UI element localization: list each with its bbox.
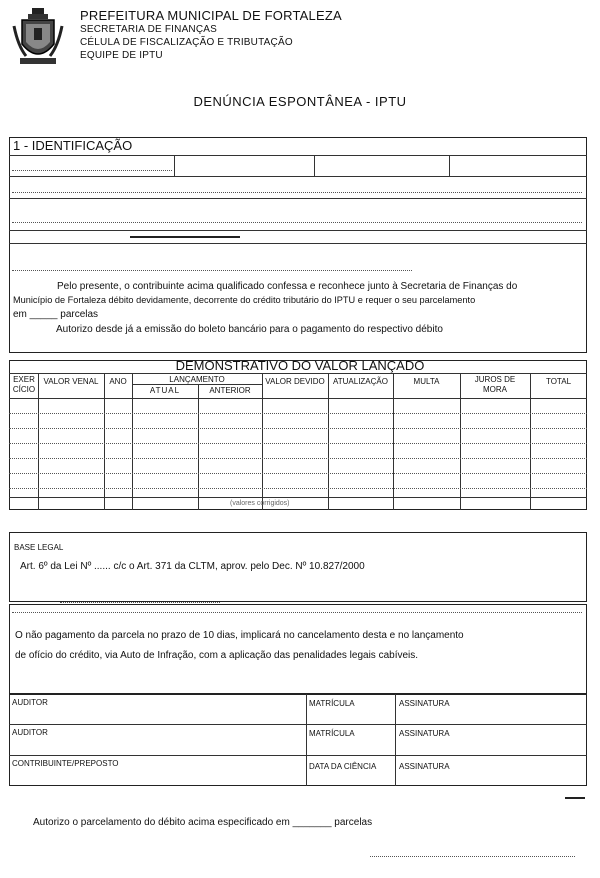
assinatura1-label: ASSINATURA <box>399 699 450 708</box>
identificacao-paragraph-line1: Pelo presente, o contribuinte acima qualificado confessa e reconhece junto à Secretaria de Finanças do <box>57 281 518 292</box>
auditor2-label: AUDITOR <box>12 728 48 737</box>
header-celula: CÉLULA DE FISCALIZAÇÃO E TRIBUTAÇÃO <box>80 37 293 48</box>
identificacao-paragraph-line4: Autorizo desde já a emissão do boleto bancário para o pagamento do respectivo débito <box>56 324 443 335</box>
assinatura2-label: ASSINATURA <box>399 729 450 738</box>
matricula1-label: MATRÍCULA <box>309 699 355 708</box>
aviso-line1: O não pagamento da parcela no prazo de 10 dias, implicará no cancelamento desta e no lançamento <box>15 630 464 641</box>
demonstrativo-title: DEMONSTRATIVO DO VALOR LANÇADO <box>175 358 425 373</box>
col-lancamento: LANÇAMENTO <box>169 375 225 384</box>
col-anterior: ANTERIOR <box>209 386 251 395</box>
col-atual: ATUAL <box>149 386 181 395</box>
header-secretaria: SECRETARIA DE FINANÇAS <box>80 24 218 35</box>
col-total: TOTAL <box>545 377 572 386</box>
assinaturas-section <box>9 694 587 786</box>
aviso-line2: de ofício do crédito, via Auto de Infração, com a aplicação das penalidades legais cabíveis. <box>15 650 419 661</box>
auditor1-label: AUDITOR <box>12 698 48 707</box>
contribuinte-label: CONTRIBUINTE/PREPOSTO <box>12 759 119 768</box>
rodape-autorizacao: Autorizo o parcelamento do débito acima especificado em _______ parcelas <box>33 817 373 828</box>
base-legal-label: BASE LEGAL <box>14 543 64 552</box>
demonstrativo-footnote: (valores corrigidos) <box>230 500 290 507</box>
coat-of-arms-logo <box>12 6 64 68</box>
matricula2-label: MATRÍCULA <box>309 729 355 738</box>
col-ano: ANO <box>109 377 127 386</box>
col-exercicio: EXER CÍCIO <box>12 375 36 394</box>
base-legal-text: Art. 6º da Lei Nº ...... c/c o Art. 371 da CLTM, aprov. pelo Dec. Nº 10.827/2000 <box>20 561 365 572</box>
header-org: PREFEITURA MUNICIPAL DE FORTALEZA <box>80 8 342 23</box>
identificacao-paragraph-line2: Município de Fortaleza débito devidamente, decorrente do crédito tributário do IPTU e requer o seu parcelamento <box>13 295 476 305</box>
data-ciencia-label: DATA DA CIÊNCIA <box>309 762 377 771</box>
col-juros: JUROS DE MORA <box>474 375 516 394</box>
col-atualizacao: ATUALIZAÇÃO <box>333 377 388 386</box>
document-title: DENÚNCIA ESPONTÂNEA - IPTU <box>193 94 407 109</box>
aviso-section <box>9 604 587 694</box>
identificacao-paragraph-line3: em _____ parcelas <box>13 309 99 320</box>
assinatura3-label: ASSINATURA <box>399 762 450 771</box>
header-equipe: EQUIPE DE IPTU <box>80 50 163 61</box>
col-valor-venal: VALOR VENAL <box>43 377 99 386</box>
col-valor-devido: VALOR DEVIDO <box>265 377 325 386</box>
identificacao-label: 1 - IDENTIFICAÇÃO <box>13 138 133 153</box>
col-multa: MULTA <box>413 377 440 386</box>
